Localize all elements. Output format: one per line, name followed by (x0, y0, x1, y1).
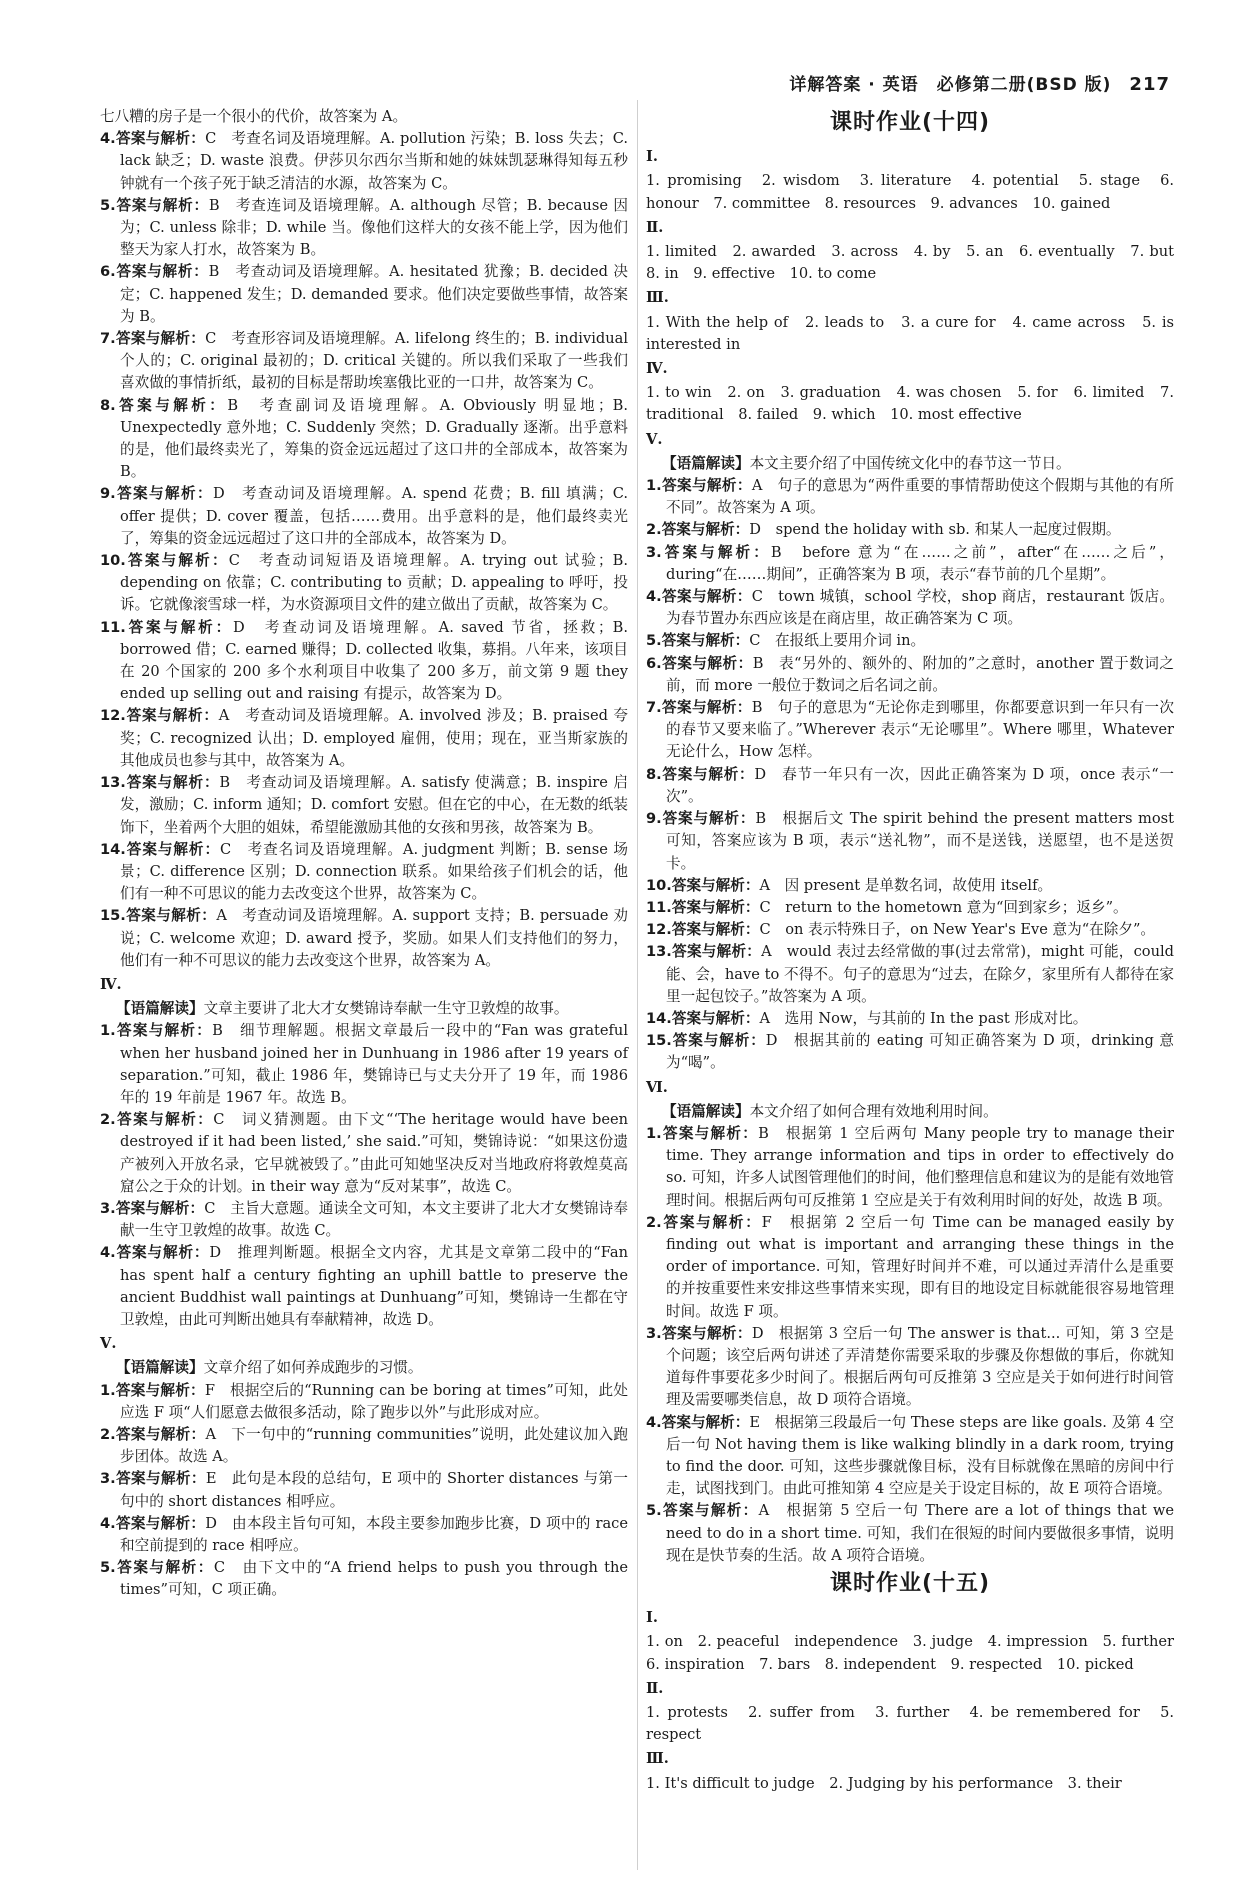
answer-item (100, 839, 628, 906)
answer-line: 1. promising 2. wisdom 3. literature 4. potential 5. stage 6. honour 7. committee 8. resources 9. advances 10. gained (646, 172, 1174, 212)
answer-text: C 考查动词短语及语境理解。A. trying out 试验；B. depending on 依靠；C. contributing to 贡献；D. appealing to 呼吁，投诉。它就像滚雪球一样，为水资源项目文件的建立做出了贡献，故答案为 C。 (120, 552, 628, 614)
section-heading: Ⅱ. (646, 218, 664, 236)
page-number: 217 (1129, 74, 1170, 95)
item-number: 12. (100, 707, 126, 725)
answer-text: B before 意为“在……之前”，after“在……之后”，during“在……期间”，正确答案为 B 项，表示“春节前的几个星期”。 (666, 543, 1174, 583)
item-number: 15. (646, 1032, 672, 1050)
answer-label: 答案与解析： (671, 1009, 760, 1027)
answer-text: C 由下文中的“A friend helps to push you through the times”可知，C 项正确。 (120, 1559, 628, 1599)
answer-text: C 考查名词及语境理解。A. judgment 判断；B. sense 场景；C. difference 区别；D. connection 联系。如果给孩子们机会的话，他们有一种不可思议的能力去改变这个世界，故答案为 C。 (120, 840, 628, 903)
answer-text: E 此句是本段的总结句，E 项中的 Shorter distances 与第一句中的 short distances 相呼应。 (120, 1470, 628, 1510)
answer-item (646, 764, 1174, 808)
section-heading: Ⅰ. (646, 1609, 658, 1627)
item-number: 3. (100, 1470, 116, 1488)
answer-label: 答案与解析： (115, 196, 209, 214)
item-number: 5. (100, 196, 116, 214)
answer-text: A 下一句中的“running communities”说明，此处建议加入跑步团体。故选 A。 (120, 1425, 628, 1466)
reading-text: 文章介绍了如何养成跑步的习惯。 (203, 1359, 423, 1377)
answer-label: 答案与解析： (115, 1470, 206, 1488)
item-number: 8. (646, 765, 662, 783)
answer-text: A 句子的意思为“两件重要的事情帮助使这个假期与其他的有所不同”。故答案为 A 项。 (666, 477, 1174, 517)
answer-label: 答案与解析： (661, 1213, 762, 1231)
answer-text: C 主旨大意题。通读全文可知，本文主要讲了北大才女樊锦诗奉献一生守卫敦煌的故事。故选 C。 (120, 1199, 628, 1240)
answer-text: B 考查连词及语境理解。A. although 尽管；B. because 因为；C. unless 除非；D. while 当。像他们这样大的女孩不能上学，因为他们整天为家人打水，故答案为 B。 (120, 196, 628, 259)
answer-item (646, 1212, 1174, 1323)
answer-label: 答案与解析： (115, 1244, 210, 1262)
answer-item (646, 875, 1174, 897)
section-heading: Ⅳ. (646, 360, 668, 378)
answer-text: F 根据空后的“Running can be boring at times”可知，此处应选 F 项“人们愿意去做很多活动，除了跑步以外”与此形成对应。 (120, 1381, 628, 1421)
answer-label: 答案与解析： (115, 263, 209, 281)
section-heading: Ⅲ. (646, 289, 669, 307)
answer-label: 答案与解析： (115, 485, 213, 503)
answer-item (100, 905, 628, 972)
item-number: 9. (646, 810, 662, 828)
answer-text: D 推理判断题。根据全文内容，尤其是文章第二段中的“Fan has spent half a century fighting an uphill battle to preserve the ancient Buddhist wall paintings at Dunhuang”可知，樊锦诗一生都在守卫敦煌，由此可判断出她具有奉献精神，故选 D。 (120, 1244, 628, 1328)
right-column (646, 106, 1189, 1795)
item-number: 6. (100, 263, 116, 281)
answer-list-v (100, 1380, 628, 1602)
section-heading-iv: Ⅳ. (100, 975, 122, 993)
item-number: 1. (100, 1381, 116, 1399)
reading-label: 【语篇解读】 (662, 1102, 750, 1120)
section-heading-v: Ⅴ. (100, 1335, 117, 1353)
reading-label: 【语篇解读】 (662, 454, 750, 472)
answer-item (100, 1468, 628, 1512)
answer-label: 答案与解析： (661, 543, 771, 561)
answer-item (646, 586, 1174, 630)
answer-text: C town 城镇，school 学校，shop 商店，restaurant 饭店。为春节置办东西应该是在商店里，故正确答案为 C 项。 (666, 588, 1174, 628)
column-divider (637, 100, 638, 1870)
item-number: 2. (646, 1213, 662, 1231)
answer-label: 答案与解析： (661, 699, 752, 717)
item-number: 4. (100, 1244, 116, 1262)
item-number: 11. (646, 898, 672, 916)
reading-summary (646, 1101, 1174, 1123)
item-number: 12. (646, 921, 672, 939)
item-number: 3. (646, 543, 662, 561)
section-heading: Ⅲ. (646, 1750, 669, 1768)
answer-text: F 根据第 2 空后一句 Time can be managed easily by finding out what is important and arranging these things in the order of importance. 可知，管理好时间并不难，可以通过弄清什么是重要的并按重要性来安排这些事情来实现，即有目的地设定目标就能很容易地管理时间。故选 F 项。 (666, 1213, 1174, 1320)
answer-item (646, 941, 1174, 1008)
answer-label: 答案与解析： (661, 810, 756, 828)
answer-label: 答案与解析： (115, 1381, 205, 1399)
answer-label: 答案与解析： (661, 654, 753, 672)
item-number: 15. (100, 907, 126, 925)
item-number: 14. (100, 840, 126, 858)
answer-line: 1. on 2. peaceful independence 3. judge 4. impression 5. further 6. inspiration 7. bars 8. independent 9. respected 10. picked (646, 1633, 1189, 1673)
answer-text: B 句子的意思为“无论你走到哪里，你都要意识到一年只有一次的春节又要来临了。”Wherever 表示“无论哪里”。Where 哪里，Whatever 无论什么，How 怎样。 (666, 699, 1174, 761)
answer-item (100, 1198, 628, 1242)
answer-item (100, 705, 628, 772)
answer-text: D 根据其前的 eating 可知正确答案为 D 项，drinking 意为“喝”。 (666, 1032, 1174, 1072)
answer-item (100, 1242, 628, 1331)
answer-text: D 春节一年只有一次，因此正确答案为 D 项，once 表示“一次”。 (666, 765, 1174, 805)
answer-label: 答案与解析： (125, 840, 220, 858)
item-number: 5. (646, 1502, 662, 1520)
answer-line: 1. It's difficult to judge 2. Judging by his performance 3. their (646, 1774, 1122, 1792)
item-number: 13. (100, 774, 126, 792)
answer-item (100, 1380, 628, 1424)
answer-item (100, 550, 628, 617)
answer-item (646, 630, 1174, 652)
answer-text: B 考查动词及语境理解。A. hesitated 犹豫；B. decided 决定；C. happened 发生；D. demanded 要求。他们决定要做些事情，故答案为 B。 (120, 263, 628, 325)
answer-item (100, 395, 628, 484)
answer-item (100, 483, 628, 550)
answer-label: 答案与解析： (115, 1559, 214, 1577)
reading-label: 【语篇解读】 (116, 1000, 204, 1018)
answer-item (646, 1500, 1174, 1567)
answer-label: 答案与解析： (671, 876, 760, 894)
reading-label: 【语篇解读】 (116, 1359, 204, 1377)
answer-item (646, 1030, 1174, 1074)
lesson-title-15: 课时作业(十五) (829, 1571, 991, 1596)
answer-label: 答案与解析： (671, 898, 760, 916)
reading-summary-iv (100, 998, 628, 1020)
item-number: 1. (100, 1022, 116, 1040)
item-number: 8. (100, 396, 116, 414)
answer-item (100, 261, 628, 328)
item-number: 4. (100, 130, 116, 148)
item-number: 9. (100, 485, 116, 503)
section-heading: Ⅱ. (646, 1679, 664, 1697)
answer-label: 答案与解析： (125, 907, 217, 925)
answer-label: 答案与解析： (671, 921, 760, 939)
answer-text: B 考查动词及语境理解。A. satisfy 使满意；B. inspire 启发，激励；C. inform 通知；D. comfort 安慰。但在它的中心，在无数的纸装饰下，坐着两个大胆的姐妹，希望能激励其他的女孩和男孩，故答案为 B。 (120, 774, 628, 836)
answer-item (646, 1323, 1174, 1412)
answer-text: A 因 present 是单数名词，故使用 itself。 (759, 876, 1053, 894)
answer-label: 答案与解析： (125, 707, 219, 725)
left-column (100, 106, 628, 1602)
answer-label: 答案与解析： (115, 1111, 214, 1129)
answer-label: 答案与解析： (125, 618, 233, 636)
answer-text: C 考查形容词及语境理解。A. lifelong 终生的；B. individual 个人的；C. original 最初的；D. critical 关键的。所以我们采取了一些我们喜欢做的事情折纸，最初的目标是帮助埃塞俄比亚的一口井，故答案为 C。 (120, 330, 628, 392)
answer-item (646, 1412, 1174, 1501)
answer-text: A 选用 Now，与其前的 In the past 形成对比。 (759, 1009, 1088, 1027)
answer-label: 答案与解析： (671, 943, 762, 961)
item-number: 1. (646, 477, 662, 495)
reading-text: 本文介绍了如何合理有效地利用时间。 (749, 1102, 998, 1120)
answer-text: D 由本段主旨句可知，本段主要参加跑步比赛，D 项中的 race 和空前提到的 race 相呼应。 (120, 1514, 628, 1554)
answer-item (100, 1020, 628, 1109)
answer-item (646, 1008, 1174, 1030)
page-header (789, 70, 1170, 95)
answer-item (100, 195, 628, 262)
answer-label: 答案与解析： (661, 1124, 759, 1142)
answer-list-14-v (646, 475, 1174, 1074)
reading-summary-v (100, 1357, 628, 1379)
reading-summary (646, 453, 1174, 475)
answer-item (646, 542, 1174, 586)
item-number: 7. (100, 330, 116, 348)
answer-item (646, 897, 1174, 919)
answer-item (100, 617, 628, 706)
answer-label: 答案与解析： (661, 521, 750, 539)
answer-text: C 考查名词及语境理解。A. pollution 污染；B. loss 失去；C. lack 缺乏；D. waste 浪费。伊莎贝尔西尔当斯和她的妹妹凯瑟琳得知每五秒钟就有一个孩子死于缺乏清洁的水源，故答案为 C。 (120, 130, 628, 192)
item-number: 14. (646, 1009, 672, 1027)
answer-item (100, 1424, 628, 1468)
answer-text: D 根据第 3 空后一句 The answer is that... 可知，第 3 空是个问题；该空后两句讲述了弄清楚你需要采取的步骤及你想做的事后，你就知道每件事要花多少时间了。根据后两句可反推第 3 空应是关于如何进行时间管理及需要哪类信息，故 D 项符合语境。 (666, 1324, 1174, 1409)
answer-item (100, 772, 628, 839)
section-heading: Ⅰ. (646, 148, 658, 166)
answer-label: 答案与解析： (125, 774, 220, 792)
answer-text: A would 表过去经常做的事(过去常常)，might 可能，could 能、会，have to 不得不。句子的意思为“过去，在除夕，家里所有人都待在家里一起包饺子。”故答案为 A 项。 (666, 943, 1174, 1005)
item-number: 2. (646, 521, 662, 539)
answer-text: C 在报纸上要用介词 in。 (749, 632, 926, 650)
item-number: 5. (646, 632, 662, 650)
answer-list-14-vi (646, 1123, 1174, 1567)
answer-item (646, 653, 1174, 697)
answer-label: 答案与解析： (115, 396, 228, 414)
lesson-title-14: 课时作业(十四) (829, 110, 991, 135)
answer-line: 1. to win 2. on 3. graduation 4. was chosen 5. for 6. limited 7. traditional 8. failed 9. which 10. most effective (646, 384, 1174, 424)
answer-label: 答案与解析： (115, 1425, 206, 1443)
answer-text: B 表“另外的、额外的、附加的”之意时，another 置于数词之前，而 more 一般位于数词之后名词之前。 (666, 654, 1174, 694)
answer-text: B 细节理解题。根据文章最后一段中的“Fan was grateful when her husband joined her in Dunhuang in 1986 after 19 years of separation.”可知，截止 1986 年，樊锦诗已与丈夫分开了 19 年，而 1986 年的 19 年前是 1967 年。故选 B。 (120, 1022, 628, 1106)
answer-label: 答案与解析： (115, 1199, 205, 1217)
answer-text: E 根据第三段最后一句 These steps are like goals. 及第 4 空后一句 Not having them is like walking blindly in a dark room, trying to find the door. 可知，这些步骤就像目标，没有目标就像在黑暗的房间中行走，试图找到门。由此可推知第 4 空应是关于设定目标的，故 E 项符合语境。 (666, 1413, 1174, 1498)
answer-text: A 考查动词及语境理解。A. support 支持；B. persuade 劝说；C. welcome 欢迎；D. award 授予，奖励。如果人们支持他们的努力，他们有一种不可思议的能力去改变这个世界，故答案为 A。 (120, 907, 628, 969)
answer-label: 答案与解析： (661, 765, 755, 783)
answer-item (646, 919, 1174, 941)
answer-text: A 根据第 5 空后一句 There are a lot of things that we need to do in a short time. 可知，我们在很短的时间内要做很多事情，说明现在是快节奏的生活。故 A 项符合语境。 (666, 1502, 1174, 1564)
answer-text: C return to the hometown 意为“回到家乡；返乡”。 (759, 898, 1128, 916)
item-number: 4. (100, 1514, 116, 1532)
item-number: 11. (100, 618, 126, 636)
answer-item (646, 808, 1174, 875)
answer-list-iv (100, 1020, 628, 1331)
item-number: 13. (646, 943, 672, 961)
item-number: 4. (646, 1413, 662, 1431)
answer-label: 答案与解析： (115, 1514, 206, 1532)
item-number: 3. (100, 1199, 116, 1217)
answer-label: 答案与解析： (125, 552, 229, 570)
item-number: 3. (646, 1324, 662, 1342)
answer-label: 答案与解析： (661, 588, 752, 606)
answer-item (646, 697, 1174, 764)
item-number: 2. (100, 1111, 116, 1129)
answer-list-iii (100, 128, 628, 972)
answer-label: 答案与解析： (115, 330, 206, 348)
item-number: 10. (646, 876, 672, 894)
answer-label: 答案与解析： (671, 1032, 766, 1050)
answer-item (100, 1513, 628, 1557)
answer-item (100, 1109, 628, 1198)
answer-text: D 考查动词及语境理解。A. saved 节省，拯救；B. borrowed 借；C. earned 赚得；D. collected 收集，募捐。八年来，该项目在 20 个国家的 200 多个水利项目中收集了 200 多万，前文第 9 题 they ended up selling out and raising 有提示，故答案为 D。 (120, 618, 628, 703)
item-number: 4. (646, 588, 662, 606)
answer-item (100, 128, 628, 195)
item-number: 7. (646, 699, 662, 717)
item-number: 2. (100, 1425, 116, 1443)
item-number: 10. (100, 552, 126, 570)
continuation-text: 七八糟的房子是一个很小的代价，故答案为 A。 (100, 108, 408, 125)
answer-item (646, 519, 1174, 541)
answer-label: 答案与解析： (661, 477, 752, 495)
answer-label: 答案与解析： (661, 1502, 759, 1520)
answer-label: 答案与解析： (661, 1413, 750, 1431)
answer-line: 1. With the help of 2. leads to 3. a cure for 4. came across 5. is interested in (646, 313, 1174, 353)
answer-item (100, 328, 628, 395)
header-title: 详解答案 · 英语 必修第二册(BSD 版) (789, 75, 1112, 95)
answer-label: 答案与解析： (661, 632, 750, 650)
answer-text: C on 表示特殊日子，on New Year's Eve 意为“在除夕”。 (759, 921, 1156, 939)
answer-line: 1. protests 2. suffer from 3. further 4. be remembered for 5. respect (646, 1704, 1174, 1744)
item-number: 6. (646, 654, 662, 672)
answer-line: 1. limited 2. awarded 3. across 4. by 5. an 6. eventually 7. but 8. in 9. effective 10. to come (646, 243, 1189, 283)
answer-text: C 词义猜测题。由下文“‘The heritage would have been destroyed if it had been listed,’ she said.”可知，樊锦诗说：“如果这份遗产被列入开放名录，它早就被毁了。”由此可知她坚决反对当地政府将敦煌莫高窟公之于众的计划。in their way 意为“反对某事”，故选 C。 (120, 1111, 628, 1195)
answer-item (646, 1123, 1174, 1212)
answer-item (100, 1557, 628, 1601)
answer-item (646, 475, 1174, 519)
section-heading: Ⅴ. (646, 430, 663, 448)
answer-text: D spend the holiday with sb. 和某人一起度过假期。 (749, 521, 1121, 539)
answer-text: B 根据后文 The spirit behind the present matters most 可知，答案应该为 B 项，表示“送礼物”，而不是送钱，送愿望，也不是送贺卡。 (666, 810, 1174, 872)
item-number: 5. (100, 1559, 116, 1577)
answer-text: B 考查副词及语境理解。A. Obviously 明显地；B. Unexpectedly 意外地；C. Suddenly 突然；D. Gradually 逐渐。出乎意料的是，他们最终卖光了，筹集的资金远远超过了这口井的全部成本，故答案为 B。 (120, 396, 628, 481)
answer-label: 答案与解析： (115, 1022, 213, 1040)
section-heading: Ⅵ. (646, 1078, 668, 1096)
answer-label: 答案与解析： (115, 130, 206, 148)
reading-text: 本文主要介绍了中国传统文化中的春节这一节日。 (749, 454, 1071, 472)
answer-text: B 根据第 1 空后两句 Many people try to manage their time. They arrange information and tips in order to effectively do so. 可知，许多人试图管理他们的时间，他们整理信息和建议为的是能有效地管理时间。根据后两句可反推第 1 空应是关于有效利用时间的好处，故选 B 项。 (666, 1124, 1174, 1209)
answer-text: A 考查动词及语境理解。A. involved 涉及；B. praised 夸奖；C. recognized 认出；D. employed 雇佣，使用；现在，亚当斯家族的其他成员也参与其中，故答案为 A。 (120, 707, 628, 769)
item-number: 1. (646, 1124, 662, 1142)
answer-label: 答案与解析： (661, 1324, 752, 1342)
reading-text: 文章主要讲了北大才女樊锦诗奉献一生守卫敦煌的故事。 (203, 1000, 569, 1018)
answer-text: D 考查动词及语境理解。A. spend 花费；B. fill 填满；C. offer 提供；D. cover 覆盖，包括……费用。出乎意料的是，他们最终卖光了，筹集的资金远远超过了这口井的全部成本，故答案为 D。 (120, 485, 628, 547)
